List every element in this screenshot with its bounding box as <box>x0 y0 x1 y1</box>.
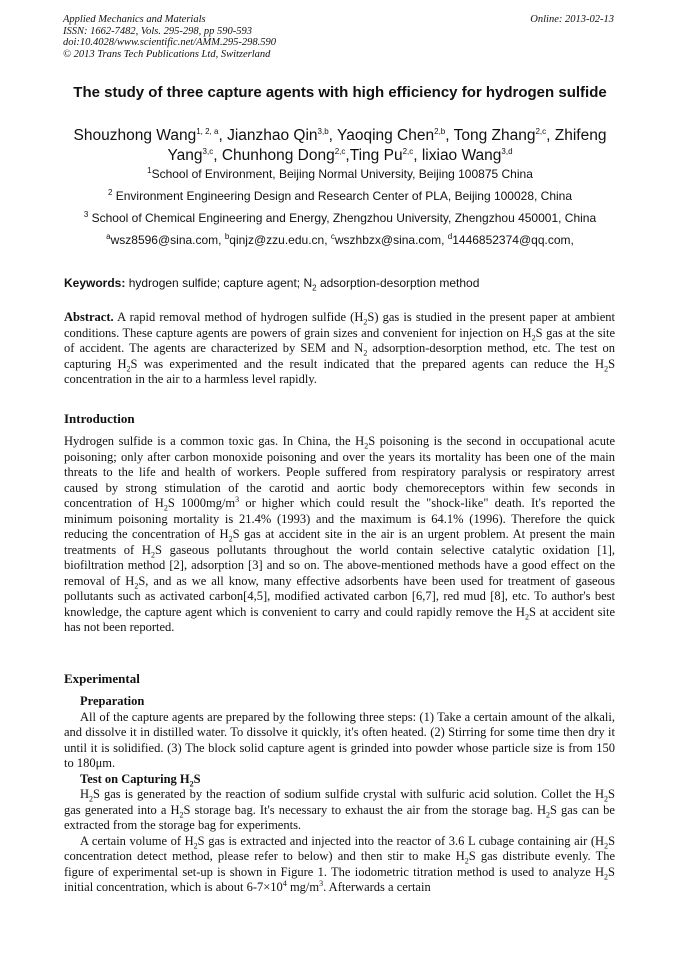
affiliation-2-marker: 2 <box>107 188 113 197</box>
affiliation-3-marker: 3 <box>83 210 89 219</box>
affiliation-1 <box>40 167 640 181</box>
affiliation-3 <box>40 211 640 225</box>
experimental-body <box>64 694 615 896</box>
journal-copyright: © 2013 Trans Tech Publications Ltd, Switzerland <box>63 48 271 60</box>
author-name: Jianzhao Qin <box>227 127 318 144</box>
keywords <box>64 276 616 293</box>
author-name: Zhifeng Yang <box>167 127 607 164</box>
affiliation-2 <box>40 189 640 203</box>
email-marker: b <box>224 232 230 241</box>
keywords-subscript: 2 <box>312 283 317 293</box>
journal-issn: ISSN: 1662-7482, Vols. 295-298, pp 590-593 <box>63 25 252 37</box>
paper-title: The study of three capture agents with high efficiency for hydrogen sulfide <box>73 84 607 101</box>
test-paragraph-1: $H_2S$ gas is generated by the reaction of sodium sulfide crystal with sulfuric acid solution. Collet the $H_2S$ gas generated into a $H_2S$ storage bag. It's necessary to exhaust the air from the storage bag. $H_2S$ gas can be extracted from the storage bag for experiments. <box>64 787 615 832</box>
author-affiliation-marker: 3,b <box>317 126 329 136</box>
journal-name: Applied Mechanics and Materials <box>63 14 206 25</box>
introduction-text: Hydrogen sulfide is a common toxic gas. In China, the $H_2S$ poisoning is the second in occupational acute poisoning; only after carbon monoxide poisoning and over the years its mortality has been one of the main threats to the life and health of workers. People suffered from respiratory paralysis or respiratory arrest caused by strong stimulation of the carotid and aortic body chemoreceptors within few seconds in concentration of $H_2S$ $1000mg/m^3$ or higher which could result the "shock-like" death. It's reported the minimum poisoning mortality is 21.4% (1993) and the maximum is 64.1% (1996). Therefore the quick reducing the concentration of $H_2S$ gas at accident site in the air is an urgent problem. At present the main treatments of $H_2S$ gaseous pollutants throughout the world contain selective catalytic oxidation [1], biofiltration method [2], adsorption [3] and so on. The above-mentioned methods have a good effect on the removal of $H_2S$, and as we all know, many effective adsorbents have been used for treatment of gaseous pollutants such as activated carbon[4,5], modified activated carbon [6,7], red mud [8], etc. To author's best knowledge, the capture agent which is convenient to carry and could rapidly remove the $H_2S$ at accident site has not been reported. <box>64 434 616 634</box>
introduction-heading: Introduction <box>64 411 135 426</box>
author-affiliation-marker: 1, 2, a <box>196 126 219 136</box>
affiliation-3-text: School of Chemical Engineering and Energy, Zhengzhou University, Zhengzhou 450001, China <box>88 211 597 225</box>
journal-header <box>63 14 614 60</box>
journal-doi: doi:10.4028/www.scientific.net/AMM.295-298.590 <box>63 37 276 48</box>
author-separator: , <box>213 147 222 164</box>
email-marker: c <box>330 232 335 241</box>
abstract <box>64 310 615 388</box>
email-address: wszhbzx@sina.com, <box>334 233 448 247</box>
email-address: 1446852374@qq.com, <box>452 233 574 247</box>
keywords-label: Keywords: <box>64 276 126 290</box>
test-paragraph-2: A certain volume of $H_2S$ gas is extracted and injected into the reactor of 3.6 L cubage containing air ($H_2S$ concentration detect method, please refer to below) and then stir to make $H_2S$ gas distribute evenly. The figure of experimental set-up is shown in Figure 1. The iodometric titration method is used to analyze $H_2S$ initial concentration, which is about $6-7\times 10^4$ $mg/m^3$. Afterwards a certain <box>64 833 616 894</box>
author-name: lixiao Wang <box>421 147 502 164</box>
author-separator: , <box>413 147 422 164</box>
email-list <box>40 233 640 247</box>
author-affiliation-marker: 2,c <box>402 146 414 156</box>
author-name: Ting Pu <box>349 147 403 164</box>
author-name: Yaoqing Chen <box>337 127 435 144</box>
affiliation-1-marker: 1 <box>147 166 152 175</box>
author-affiliation-marker: 2,c <box>334 146 346 156</box>
affiliation-2-text: Environment Engineering Design and Research Center of PLA, Beijing 100028, China <box>112 189 573 203</box>
preparation-text: All of the capture agents are prepared by the following three steps: (1) Take a certain amount of the alkali, and dissolve it in distilled water. To dissolve it quickly, it's often heated. (2) Stirring for some time then dry it until it is solidified. (3) The block solid capture agent is grinded into powder whose particle size is from 150 to 180μm. <box>64 709 615 770</box>
online-date: Online: 2013-02-13 <box>530 14 614 25</box>
keywords-text: hydrogen sulfide; capture agent; N <box>125 276 313 290</box>
preparation-heading: Preparation <box>80 694 145 708</box>
email-marker: a <box>106 232 111 241</box>
email-address: wsz8596@sina.com, <box>110 233 225 247</box>
author-affiliation-marker: 2,c <box>535 126 547 136</box>
affiliation-1-text: School of Environment, Beijing Normal University, Beijing 100875 China <box>151 167 533 181</box>
author-separator: , <box>345 147 350 164</box>
author-separator: , <box>546 127 555 144</box>
author-affiliation-marker: 3,d <box>501 146 513 156</box>
author-separator: , <box>328 127 338 144</box>
author-name: Shouzhong Wang <box>73 127 197 144</box>
keywords-tail: adsorption-desorption method <box>316 276 480 290</box>
author-affiliation-marker: 3,c <box>202 146 214 156</box>
author-separator: , <box>218 127 228 144</box>
email-address: qinjz@zzu.edu.cn, <box>229 233 331 247</box>
author-separator: , <box>445 127 454 144</box>
author-name: Chunhong Dong <box>221 147 335 164</box>
author-name: Tong Zhang <box>453 127 536 144</box>
author-list <box>50 126 630 166</box>
test-heading: Test on Capturing $H_2S$ <box>80 771 201 788</box>
author-affiliation-marker: 2,b <box>434 126 446 136</box>
abstract-text: A rapid removal method of hydrogen sulfide $(H_2S)$ gas is studied in the present paper at ambient conditions. These capture agents are powers of grain sizes and convenient for injection on $H_2S$ gas at the site of accident. The agents are characterized by SEM and $N_2$ adsorption-desorption method, etc. The test on capturing $H_2S$ was experimented and the result indicated that the prepared agents can reduce the $H_2S$ concentration in the air to a harmless level rapidly. <box>64 310 616 386</box>
abstract-label: Abstract. <box>64 310 114 324</box>
experimental-heading: Experimental <box>64 671 140 686</box>
email-marker: d <box>447 232 453 241</box>
